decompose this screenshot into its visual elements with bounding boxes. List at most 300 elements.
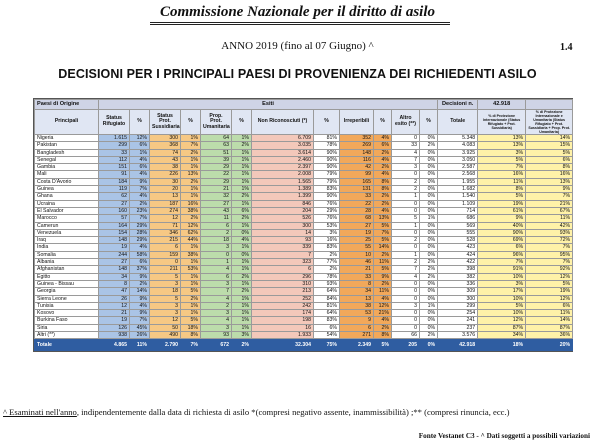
table-cell: 0 <box>392 288 420 295</box>
table-cell: 2.460 <box>252 156 314 163</box>
table-cell: 79% <box>314 171 340 178</box>
table-cell: 23% <box>130 207 150 214</box>
table-cell: 7 <box>392 156 420 163</box>
table-cell: 7% <box>130 317 150 324</box>
table-row <box>35 237 573 244</box>
table-cell: 0 <box>392 244 420 251</box>
table-cell: 151 <box>99 164 130 171</box>
table-cell: 3 <box>150 280 181 287</box>
table-cell: 11% <box>374 259 392 266</box>
col-header-umanitaria: Prop. Prot. Umanitaria <box>201 110 232 135</box>
table-cell: 33 <box>392 142 420 149</box>
table-row <box>35 164 573 171</box>
decisions-table-container <box>33 98 573 352</box>
total-cell: 20% <box>526 339 573 351</box>
table-cell: 1 <box>201 259 232 266</box>
table-cell: 12% <box>374 302 392 309</box>
table-cell: 0% <box>232 229 252 236</box>
table-cell: 12 <box>150 215 181 222</box>
table-row <box>35 332 573 339</box>
table-row <box>35 317 573 324</box>
table-cell: 346 <box>150 229 181 236</box>
table-cell: 78% <box>314 142 340 149</box>
table-cell: 42% <box>526 222 573 229</box>
table-cell: 0% <box>420 310 438 317</box>
table-cell: 8% <box>526 164 573 171</box>
table-cell: 1% <box>232 317 252 324</box>
table-cell: 19 <box>99 317 130 324</box>
country-name: Mali <box>35 171 99 178</box>
table-row <box>35 215 573 222</box>
period-subtitle: ANNO 2019 (fino al 07 Giugno) ^ <box>221 40 374 52</box>
table-cell: 29% <box>130 222 150 229</box>
table-cell: 10% <box>478 310 526 317</box>
table-cell: 4% <box>130 302 150 309</box>
col-header-sussidiaria-pct: % <box>181 110 201 135</box>
table-row <box>35 207 573 214</box>
table-cell: 2 <box>392 259 420 266</box>
table-row <box>35 193 573 200</box>
table-cell: 3% <box>478 149 526 156</box>
table-cell: 310 <box>252 280 314 287</box>
table-cell: 10 <box>340 251 374 258</box>
table-cell: 4% <box>374 135 392 142</box>
country-name: Pakistan <box>35 142 99 149</box>
table-cell: 204 <box>252 207 314 214</box>
table-cell: 1.399 <box>252 193 314 200</box>
table-cell: 2% <box>232 142 252 149</box>
table-cell: 90% <box>314 193 340 200</box>
table-cell: 0% <box>420 244 438 251</box>
table-cell: 244 <box>99 251 130 258</box>
table-cell: 0 <box>392 135 420 142</box>
table-cell: 13% <box>526 178 573 185</box>
table-cell: 2% <box>374 164 392 171</box>
table-cell: 269 <box>340 142 374 149</box>
total-cell: 42.918 <box>438 339 478 351</box>
table-cell: 93 <box>201 332 232 339</box>
table-cell: 237 <box>438 324 478 331</box>
table-cell: 2% <box>374 200 392 207</box>
table-cell: 16% <box>478 171 526 178</box>
table-cell: 76% <box>314 200 340 207</box>
table-cell: 14% <box>130 288 150 295</box>
col-header-non-riconosciuti: Non Riconosciuti (*) <box>252 110 314 135</box>
table-cell: 2% <box>374 280 392 287</box>
table-cell: 0% <box>420 135 438 142</box>
table-cell: 6% <box>130 142 150 149</box>
table-cell: 148 <box>99 237 130 244</box>
table-cell: 87% <box>526 324 573 331</box>
footnote-definitions: , indipendentemente dalla data di richiesta di asilo *(compresi negativo assente, inammissibilità) ;** (compresi rinuncia, ecc.) <box>76 407 510 417</box>
table-cell: 20 <box>150 186 181 193</box>
table-cell: 29% <box>314 207 340 214</box>
table-cell: 0% <box>420 229 438 236</box>
table-cell: 300 <box>252 222 314 229</box>
table-cell: 55 <box>340 244 374 251</box>
table-cell: 2% <box>420 332 438 339</box>
table-cell: 2 <box>201 302 232 309</box>
table-cell: 13% <box>374 215 392 222</box>
table-cell: 6 <box>150 244 181 251</box>
decisions-table <box>34 99 573 351</box>
table-cell: 8 <box>340 280 374 287</box>
table-cell: 6% <box>478 244 526 251</box>
table-cell: 1.615 <box>99 135 130 142</box>
table-cell: 3.576 <box>438 332 478 339</box>
table-row <box>35 302 573 309</box>
table-cell: 5 <box>150 273 181 280</box>
table-cell: 2% <box>232 215 252 222</box>
table-cell: 112 <box>99 156 130 163</box>
table-cell: 252 <box>252 295 314 302</box>
table-cell: 90% <box>478 229 526 236</box>
table-cell: 3 <box>392 302 420 309</box>
table-cell: 6% <box>374 142 392 149</box>
table-body <box>35 135 573 351</box>
table-cell: 9 <box>340 317 374 324</box>
table-row <box>35 244 573 251</box>
table-cell: 1.109 <box>438 200 478 207</box>
table-cell: 7% <box>181 142 201 149</box>
table-cell: 0% <box>420 149 438 156</box>
table-cell: 1.565 <box>252 178 314 185</box>
table-cell: 68 <box>340 215 374 222</box>
table-cell: 2.008 <box>252 171 314 178</box>
table-cell: 14% <box>526 317 573 324</box>
table-cell: 1% <box>420 215 438 222</box>
table-cell: 174 <box>252 310 314 317</box>
table-cell: 299 <box>99 142 130 149</box>
table-cell: 5% <box>374 237 392 244</box>
table-cell: 336 <box>438 280 478 287</box>
table-cell: 1 <box>392 251 420 258</box>
table-cell: 4% <box>130 193 150 200</box>
table-cell: 1% <box>181 302 201 309</box>
table-cell: 34 <box>340 288 374 295</box>
country-name: Somalia <box>35 251 99 258</box>
table-cell: 1% <box>232 186 252 193</box>
table-cell: 2% <box>420 266 438 273</box>
table-cell: 5% <box>526 149 573 156</box>
table-cell: 27 <box>99 259 130 266</box>
table-cell: 6 <box>201 222 232 229</box>
table-cell: 423 <box>438 244 478 251</box>
table-cell: 339 <box>252 244 314 251</box>
table-cell: 1% <box>181 135 201 142</box>
header-decisioni-value: 42.918 <box>478 100 526 110</box>
table-cell: 64 <box>201 135 232 142</box>
table-cell: 352 <box>340 135 374 142</box>
table-cell: 42 <box>340 164 374 171</box>
table-cell: 27 <box>99 200 130 207</box>
table-cell: 4 <box>392 149 420 156</box>
table-cell: 30 <box>150 178 181 185</box>
table-cell: 3.035 <box>252 142 314 149</box>
table-cell: 9% <box>526 186 573 193</box>
table-cell: 11% <box>374 288 392 295</box>
table-cell: 300 <box>438 295 478 302</box>
table-cell: 1% <box>232 135 252 142</box>
country-name: Egitto <box>35 273 99 280</box>
table-cell: 368 <box>150 142 181 149</box>
table-cell: 15% <box>526 142 573 149</box>
table-cell: 91 <box>99 171 130 178</box>
table-cell: 686 <box>438 215 478 222</box>
table-cell: 3 <box>201 310 232 317</box>
table-cell: 2% <box>130 280 150 287</box>
table-cell: 2% <box>420 259 438 266</box>
table-cell: 90% <box>314 156 340 163</box>
table-cell: 26% <box>130 332 150 339</box>
table-row <box>35 135 573 142</box>
table-cell: 13% <box>478 135 526 142</box>
country-name: Kosovo <box>35 310 99 317</box>
col-header-altro-esito-pct: % <box>420 110 438 135</box>
table-cell: 92% <box>526 266 573 273</box>
table-cell: 4 <box>392 273 420 280</box>
table-cell: 5 <box>392 215 420 222</box>
table-cell: 18 <box>150 288 181 295</box>
table-cell: 184 <box>99 178 130 185</box>
country-name: El Salvador <box>35 207 99 214</box>
table-cell: 165 <box>340 178 374 185</box>
table-cell: 81% <box>314 135 340 142</box>
table-cell: 54% <box>314 332 340 339</box>
table-cell: 0% <box>420 178 438 185</box>
table-cell: 7 <box>392 266 420 273</box>
table-cell: 4.083 <box>438 142 478 149</box>
country-name: Senegal <box>35 156 99 163</box>
table-cell: 1% <box>181 193 201 200</box>
total-cell: 2.790 <box>150 339 181 351</box>
table-cell: 26 <box>99 295 130 302</box>
table-cell: 1% <box>232 171 252 178</box>
table-cell: 0% <box>232 251 252 258</box>
table-cell: 21 <box>99 310 130 317</box>
country-name: India <box>35 244 99 251</box>
table-cell: 226 <box>150 171 181 178</box>
table-cell: 29 <box>201 178 232 185</box>
table-cell: 211 <box>150 266 181 273</box>
table-cell: 93% <box>526 229 573 236</box>
header-esiti: Esiti <box>99 100 438 110</box>
table-cell: 1% <box>181 310 201 317</box>
table-cell: 19 <box>99 244 130 251</box>
total-cell: 75% <box>314 339 340 351</box>
table-cell: 3.925 <box>438 149 478 156</box>
table-cell: 4% <box>232 237 252 244</box>
table-cell: 5% <box>478 302 526 309</box>
table-cell: 148 <box>99 266 130 273</box>
table-cell: 13 <box>340 295 374 302</box>
table-cell: 90% <box>314 149 340 156</box>
country-name: Camerun <box>35 222 99 229</box>
table-cell: 3 <box>201 244 232 251</box>
table-cell: 14% <box>526 135 573 142</box>
table-cell: 25 <box>340 237 374 244</box>
table-cell: 7% <box>478 164 526 171</box>
table-cell: 242 <box>252 302 314 309</box>
footnote-examined: ^ Esaminati nell'anno <box>3 407 77 417</box>
table-cell: 13% <box>181 171 201 178</box>
source-note: Fonte Vestanet C3 - ^ Dati soggetti a possibili variazioni <box>418 432 590 440</box>
table-cell: 3 <box>392 164 420 171</box>
table-cell: 11% <box>526 215 573 222</box>
total-cell: 2.349 <box>340 339 374 351</box>
table-cell: 12% <box>478 317 526 324</box>
table-cell: 1% <box>181 244 201 251</box>
col-header-totale: Totale <box>438 110 478 135</box>
table-cell: 46 <box>340 259 374 266</box>
country-name: Burkina Faso <box>35 317 99 324</box>
table-cell: 1% <box>232 295 252 302</box>
table-cell: 19% <box>478 200 526 207</box>
table-cell: 28% <box>130 229 150 236</box>
table-cell: 44% <box>181 237 201 244</box>
table-cell: 1% <box>232 149 252 156</box>
total-cell: 4.865 <box>99 339 130 351</box>
table-cell: 6 <box>201 273 232 280</box>
table-cell: 0% <box>420 193 438 200</box>
table-cell: 0 <box>392 207 420 214</box>
table-cell: 4% <box>374 317 392 324</box>
table-cell: 1% <box>232 200 252 207</box>
table-cell: 1% <box>420 302 438 309</box>
table-row <box>35 273 573 280</box>
header-decisioni-label: Decisioni n. <box>438 100 478 110</box>
country-name: Nigeria <box>35 135 99 142</box>
country-name: Altri (**) <box>35 332 99 339</box>
country-name: Iraq <box>35 237 99 244</box>
table-cell: 714 <box>438 207 478 214</box>
table-cell: 5 <box>150 295 181 302</box>
table-cell: 99 <box>340 171 374 178</box>
table-cell: 2% <box>130 200 150 207</box>
table-cell: 2% <box>232 288 252 295</box>
table-cell: 18% <box>181 324 201 331</box>
table-cell: 0% <box>420 171 438 178</box>
table-cell: 0 <box>201 251 232 258</box>
table-cell: 21% <box>374 310 392 317</box>
table-cell: 39 <box>201 156 232 163</box>
table-cell: 9% <box>130 178 150 185</box>
table-cell: 79% <box>314 178 340 185</box>
table-cell: 37% <box>130 266 150 273</box>
table-cell: 53% <box>181 266 201 273</box>
table-cell: 1.682 <box>438 186 478 193</box>
total-row <box>35 339 573 351</box>
table-cell: 4% <box>374 156 392 163</box>
country-name: Siria <box>35 324 99 331</box>
table-cell: 32 <box>201 193 232 200</box>
table-cell: 0 <box>392 229 420 236</box>
table-cell: 9% <box>130 273 150 280</box>
table-cell: 64% <box>314 310 340 317</box>
table-cell: 21 <box>340 266 374 273</box>
total-cell: 18% <box>478 339 526 351</box>
table-cell: 9% <box>374 273 392 280</box>
table-cell: 0% <box>420 164 438 171</box>
table-cell: 47 <box>99 288 130 295</box>
table-cell: 7% <box>526 244 573 251</box>
table-cell: 5% <box>181 288 201 295</box>
table-row <box>35 288 573 295</box>
table-cell: 296 <box>252 273 314 280</box>
table-cell: 4 <box>201 295 232 302</box>
table-cell: 2% <box>181 215 201 222</box>
table-cell: 6% <box>526 302 573 309</box>
table-cell: 1% <box>232 156 252 163</box>
table-cell: 2 <box>392 186 420 193</box>
page-number: 1.4 <box>560 42 573 53</box>
table-cell: 1 <box>392 222 420 229</box>
table-cell: 16 <box>252 324 314 331</box>
total-cell: 5% <box>374 339 392 351</box>
table-cell: 309 <box>438 288 478 295</box>
table-cell: 3 <box>150 302 181 309</box>
table-cell: 33 <box>340 273 374 280</box>
table-cell: 2% <box>374 193 392 200</box>
table-cell: 63 <box>201 142 232 149</box>
table-row <box>35 142 573 149</box>
table-top-header <box>35 100 573 110</box>
table-cell: 87% <box>478 324 526 331</box>
total-cell: 32.304 <box>252 339 314 351</box>
table-cell: 8% <box>374 332 392 339</box>
table-cell: 2% <box>181 178 201 185</box>
table-cell: 1% <box>181 156 201 163</box>
total-cell: 7% <box>181 339 201 351</box>
table-cell: 1% <box>232 266 252 273</box>
table-cell: 28 <box>340 207 374 214</box>
table-cell: 8% <box>478 186 526 193</box>
table-cell: 36% <box>526 332 573 339</box>
country-name: Ucraina <box>35 200 99 207</box>
table-cell: 274 <box>150 207 181 214</box>
table-row <box>35 229 573 236</box>
table-cell: 91% <box>478 266 526 273</box>
table-cell: 8% <box>374 178 392 185</box>
table-cell: 4% <box>374 171 392 178</box>
table-cell: 16% <box>526 171 573 178</box>
country-name: Costa D'Avorio <box>35 178 99 185</box>
table-cell: 0% <box>420 200 438 207</box>
report-header-title: Commissione Nazionale per il diritto di asilo <box>159 4 436 20</box>
table-row <box>35 295 573 302</box>
table-cell: 5% <box>374 222 392 229</box>
country-name: Georgia <box>35 288 99 295</box>
table-cell: 21 <box>201 186 232 193</box>
table-cell: 4% <box>374 207 392 214</box>
table-cell: 1% <box>232 324 252 331</box>
table-cell: 33 <box>99 149 130 156</box>
table-cell: 2% <box>181 149 201 156</box>
table-cell: 3.050 <box>438 156 478 163</box>
table-cell: 7% <box>526 259 573 266</box>
col-header-pct-prot-int-um: % di Protezione Internazionale e Umanitaria (Status Rifugiato + Prot. Sussidiaria + Prop. Prot. Umanitaria) <box>526 110 573 135</box>
table-cell: 1.540 <box>438 193 478 200</box>
table-cell: 5% <box>478 156 526 163</box>
table-cell: 19% <box>526 288 573 295</box>
footnote-line <box>3 407 595 417</box>
col-header-non-riconosciuti-pct: % <box>314 110 340 135</box>
table-cell: 67% <box>526 207 573 214</box>
col-header-pct-prot-int: % di Protezione Internazionale (Status Rifugiato + Prot. Sussidiaria) <box>478 110 526 135</box>
table-cell: 2 <box>392 237 420 244</box>
table-cell: 2 <box>392 178 420 185</box>
table-cell: 7 <box>252 251 314 258</box>
